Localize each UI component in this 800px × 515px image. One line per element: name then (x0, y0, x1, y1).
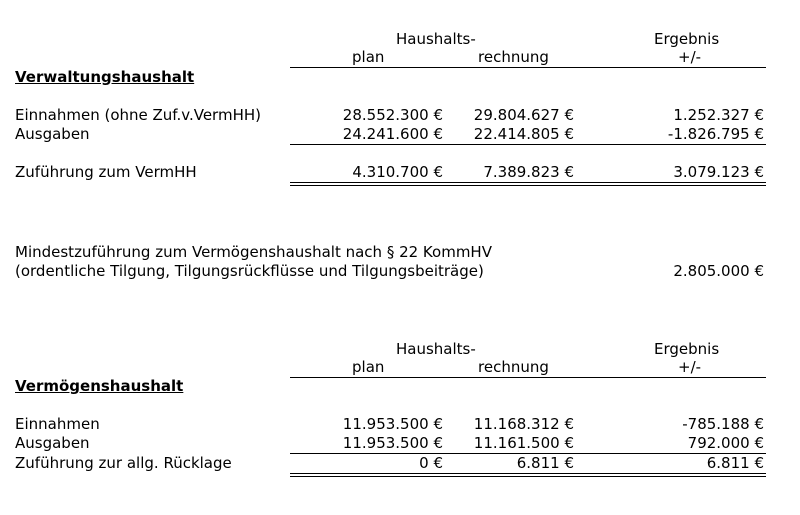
header-plus-minus: +/- (678, 48, 702, 66)
row-ist-value: 22.414.805 € (473, 125, 574, 143)
row-diff-value: 3.079.123 € (673, 163, 764, 181)
header-plan: plan (352, 48, 385, 66)
subtotal-rule (290, 144, 766, 145)
mindest-value: 2.805.000 € (673, 262, 764, 280)
row-label: Einnahmen (ohne Zuf.v.VermHH) (15, 106, 261, 124)
row-label: Ausgaben (15, 434, 90, 452)
row-diff-value: 6.811 € (706, 454, 764, 472)
header-haushalts: Haushalts- (396, 30, 476, 48)
header-ergebnis: Ergebnis (654, 340, 720, 358)
total-rule-bottom (290, 185, 766, 186)
mindest-line1: Mindestzuführung zum Vermögenshaushalt nach § 22 KommHV (15, 243, 492, 261)
row-ist-value: 11.168.312 € (473, 415, 574, 433)
row-plan-value: 11.953.500 € (342, 415, 443, 433)
row-label: Einnahmen (15, 415, 100, 433)
section-title-verwaltungshaushalt: Verwaltungshaushalt (15, 68, 195, 86)
header-haushalts: Haushalts- (396, 340, 476, 358)
row-ist-value: 29.804.627 € (473, 106, 574, 124)
mindest-line2: (ordentliche Tilgung, Tilgungsrückflüsse und Tilgungsbeiträge) (15, 262, 484, 280)
row-plan-value: 24.241.600 € (342, 125, 443, 143)
header-plan: plan (352, 358, 385, 376)
row-diff-value: -1.826.795 € (667, 125, 764, 143)
row-ist-value: 11.161.500 € (473, 434, 574, 452)
row-diff-value: -785.188 € (682, 415, 764, 433)
row-ist-value: 7.389.823 € (483, 163, 574, 181)
header-plus-minus: +/- (678, 358, 702, 376)
row-ist-value: 6.811 € (516, 454, 574, 472)
header-ergebnis: Ergebnis (654, 30, 720, 48)
row-diff-value: 1.252.327 € (673, 106, 764, 124)
row-plan-value: 4.310.700 € (352, 163, 443, 181)
row-label: Zuführung zur allg. Rücklage (15, 454, 232, 472)
row-diff-value: 792.000 € (687, 434, 764, 452)
header-rechnung: rechnung (478, 358, 549, 376)
section-title-vermoegenshaushalt: Vermögenshaushalt (15, 377, 184, 395)
row-plan-value: 0 € (419, 454, 443, 472)
header-rule (290, 377, 766, 378)
header-rechnung: rechnung (478, 48, 549, 66)
total-rule-top (290, 473, 766, 474)
total-rule-bottom (290, 476, 766, 477)
row-label: Ausgaben (15, 125, 90, 143)
row-plan-value: 11.953.500 € (342, 434, 443, 452)
row-plan-value: 28.552.300 € (342, 106, 443, 124)
header-rule (290, 67, 766, 68)
row-label: Zuführung zum VermHH (15, 163, 197, 181)
total-rule-top (290, 182, 766, 183)
